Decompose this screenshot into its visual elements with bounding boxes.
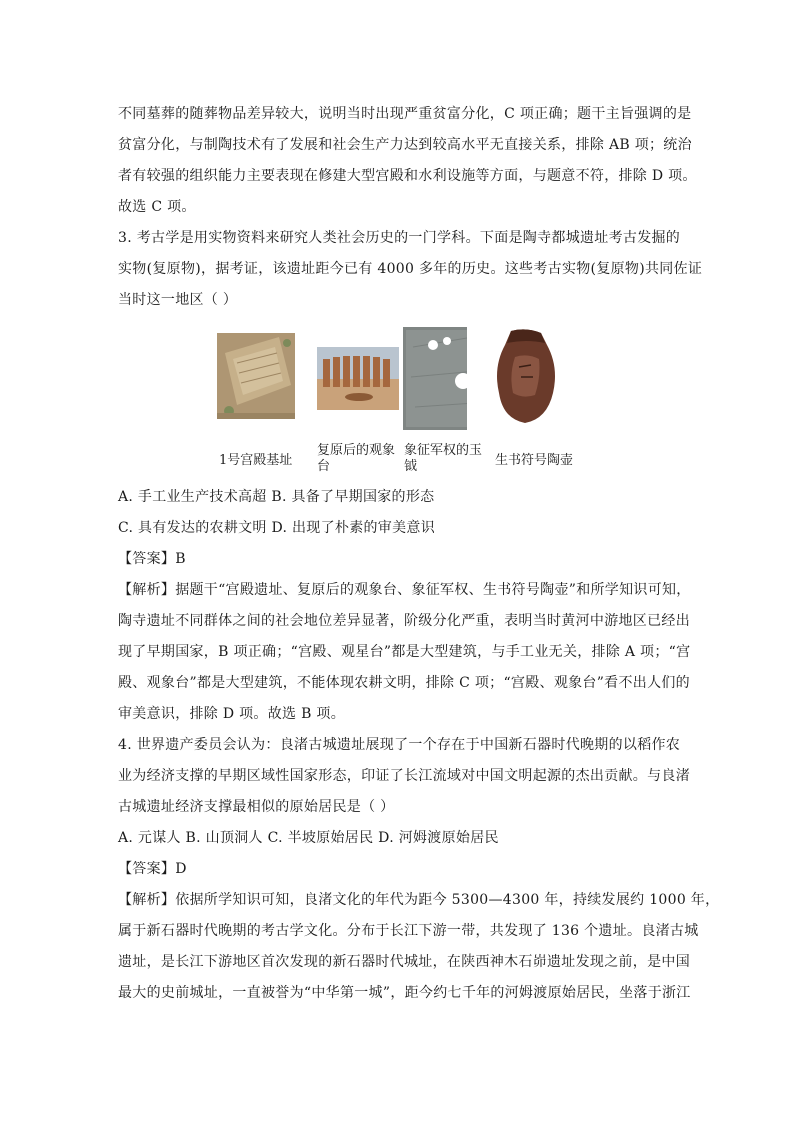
question-3-answer: 【答案】B	[118, 551, 186, 567]
question-4-stem: 4. 世界遗产委员会认为：良渚古城遗址展现了一个存在于中国新石器时代晚期的以稻作农	[118, 737, 681, 753]
jade-axe-image	[403, 327, 485, 430]
observatory-image	[317, 347, 399, 410]
pottery-pot-image	[491, 327, 561, 427]
question-4-options: A. 元谋人 B. 山顶洞人 C. 半坡原始居民 D. 河姆渡原始居民	[118, 830, 499, 846]
question-3-explanation: 现了早期国家，B 项正确；“宫殿、观星台”都是大型建筑，与手工业无关，排除 A 项；“宫	[118, 644, 691, 660]
question-3-options: C. 具有发达的农耕文明 D. 出现了朴素的审美意识	[118, 520, 435, 536]
paragraph-line: 贫富分化，与制陶技术有了发展和社会生产力达到较高水平无直接关系，排除 AB 项；统治	[118, 137, 692, 153]
question-3-stem: 3. 考古学是用实物资料来研究人类社会历史的一门学科。下面是陶寺都城遗址考古发掘的	[118, 230, 681, 246]
palace-foundation-image	[217, 333, 295, 419]
question-4-explanation: 【解析】依据所学知识可知，良渚文化的年代为距今 5300—4300 年，持续发展约 1000 年，	[118, 892, 720, 908]
question-4-stem: 古城遗址经济支撑最相似的原始居民是（ ）	[118, 799, 395, 815]
question-4-explanation: 属于新石器时代晚期的考古学文化。分布于长江下游一带，共发现了 136 个遗址。良渚古城	[118, 923, 699, 939]
artifact-figure-group	[217, 327, 597, 477]
figure-caption: 象征军权的玉钺	[404, 443, 483, 474]
question-3-options: A. 手工业生产技术高超 B. 具备了早期国家的形态	[118, 489, 435, 505]
question-3-explanation: 审美意识，排除 D 项。故选 B 项。	[118, 706, 346, 722]
question-4-explanation: 最大的史前城址，一直被誉为“中华第一城”，距今约七千年的河姆渡原始居民，坐落于浙江	[118, 985, 691, 1001]
paragraph-line: 不同墓葬的随葬物品差异较大，说明当时出现严重贫富分化，C 项正确；题干主旨强调的是	[118, 106, 692, 122]
question-3-stem: 当时这一地区（ ）	[118, 292, 238, 308]
figure-caption: 复原后的观象台	[317, 443, 396, 474]
question-3-explanation: 【解析】据题干“宫殿遗址、复原后的观象台、象征军权、生书符号陶壶”和所学知识可知，	[118, 582, 691, 598]
question-4-stem: 业为经济支撑的早期区域性国家形态，印证了长江流域对中国文明起源的杰出贡献。与良渚	[118, 768, 690, 784]
question-3-stem: 实物(复原物)，据考证，该遗址距今已有 4000 多年的历史。这些考古实物(复原物)共同佐证	[118, 261, 703, 277]
figure-caption: 1号宫殿基址	[219, 453, 293, 468]
question-3-explanation: 殿、观象台”都是大型建筑，不能体现农耕文明，排除 C 项；“宫殿、观象台”看不出人们的	[118, 675, 690, 691]
figure-caption: 生书符号陶壶	[495, 453, 574, 468]
question-3-explanation: 陶寺遗址不同群体之间的社会地位差异显著，阶级分化严重，表明当时黄河中游地区已经出	[118, 613, 690, 629]
paragraph-line: 者有较强的组织能力主要表现在修建大型宫殿和水利设施等方面，与题意不符，排除 D 项。	[118, 168, 697, 184]
question-4-answer: 【答案】D	[118, 861, 187, 877]
question-4-explanation: 遗址，是长江下游地区首次发现的新石器时代城址，在陕西神木石峁遗址发现之前，是中国	[118, 954, 690, 970]
paragraph-line: 故选 C 项。	[118, 199, 196, 215]
